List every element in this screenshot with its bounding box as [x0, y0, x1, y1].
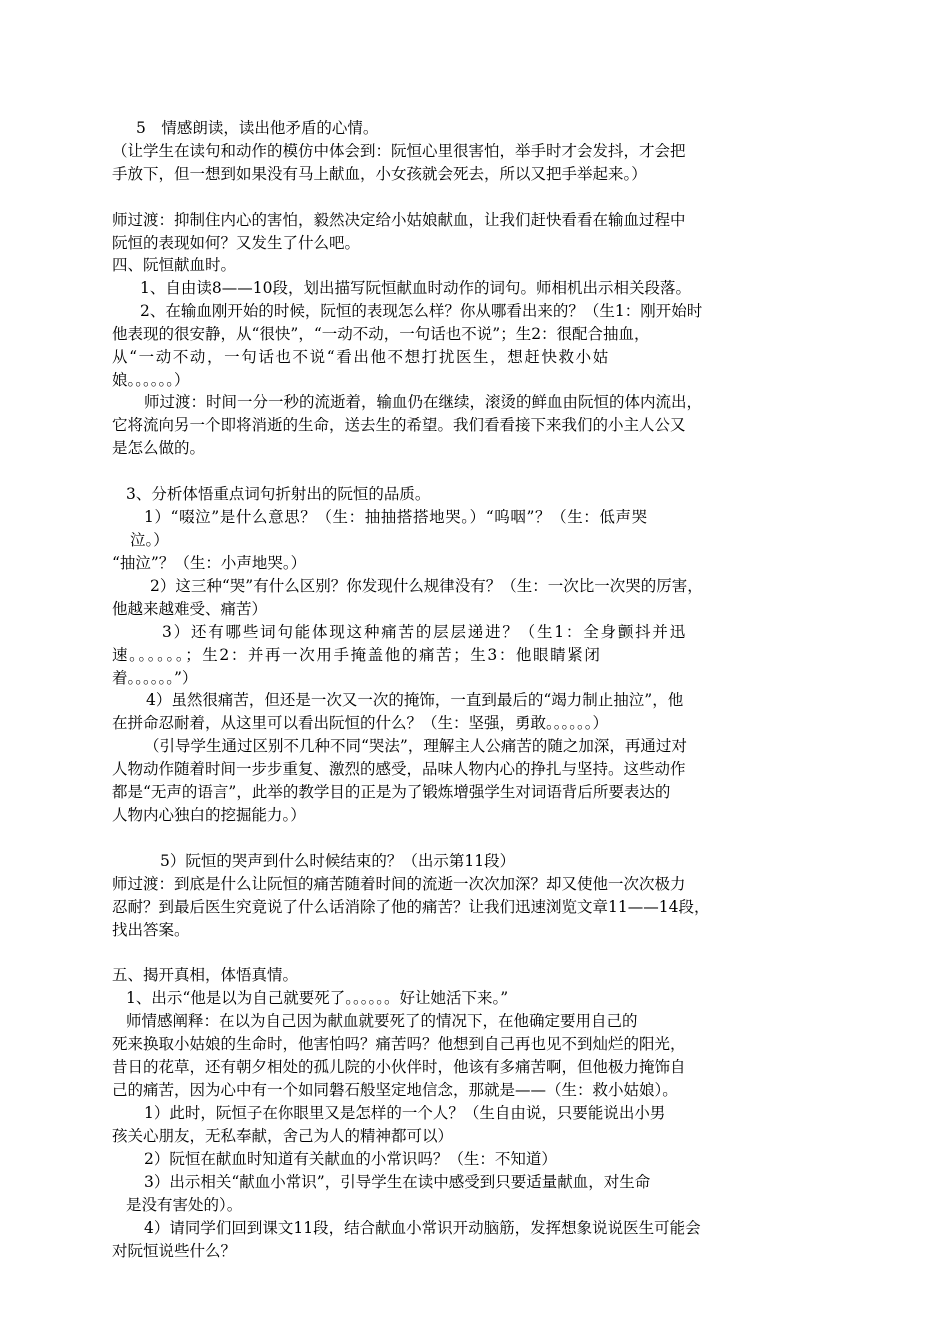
- text-line: 己的痛苦，因为心中有一个如同磐石般坚定地信念，那就是——（生：救小姑娘）。: [112, 1081, 678, 1099]
- text-line: 3）还有哪些词句能体现这种痛苦的层层递进？（生1：全身颤抖并迅: [162, 623, 688, 641]
- text-line: 娘。。。。。。）: [112, 371, 190, 389]
- text-line: 1、出示“他是以为自己就要死了。。。。。。好让她活下来。”: [126, 989, 509, 1007]
- text-line: 泣。）: [130, 531, 169, 549]
- text-line: 它将流向另一个即将消逝的生命，送去生的希望。我们看看接下来我们的小主人公又: [112, 416, 686, 434]
- text-line: （引导学生通过区别不几种不同“哭法”，理解主人公痛苦的随之加深，再通过对: [144, 737, 687, 755]
- text-line: 1）此时，阮恒子在你眼里又是怎样的一个人？（生自由说，只要能说出小男: [144, 1104, 666, 1122]
- text-line: 是没有害处的）。: [126, 1196, 243, 1214]
- text-line: 在拼命忍耐着，从这里可以看出阮恒的什么？（生：坚强，勇敢。。。。。。）: [112, 714, 609, 732]
- text-line: 死来换取小姑娘的生命时，他害怕吗？痛苦吗？他想到自己再也见不到灿烂的阳光，: [112, 1035, 686, 1053]
- text-line: 2、在输血刚开始的时候，阮恒的表现怎么样？你从哪看出来的？（生1：刚开始时: [140, 302, 703, 320]
- text-line: “抽泣”？（生：小声地哭。）: [112, 554, 307, 572]
- section-heading: 五、揭开真相，体悟真情。: [112, 966, 299, 984]
- text-line: 忍耐？到最后医生究竟说了什么话消除了他的痛苦？让我们迅速浏览文章11——14段，: [112, 898, 710, 916]
- text-line: 手放下，但一想到如果没有马上献血，小女孩就会死去，所以又把手举起来。）: [112, 165, 647, 183]
- text-line: 他表现的很安静，从“很快”，“一动不动，一句话也不说”；生2：很配合抽血，: [112, 325, 650, 343]
- text-line: 4）虽然很痛苦，但还是一次又一次的掩饰，一直到最后的“竭力制止抽泣”，他: [146, 691, 684, 709]
- text-line: 他越来越难受、痛苦）: [112, 600, 268, 618]
- text-line: 2）阮恒在献血时知道有关献血的小常识吗？（生：不知道）: [144, 1150, 557, 1168]
- text-line: 从“一动不动，一句话也不说“看出他不想打扰医生，想赶快救小姑: [112, 348, 610, 366]
- text-line: 找出答案。: [112, 921, 190, 939]
- text-line: 师过渡：到底是什么让阮恒的痛苦随着时间的流逝一次次加深？却又使他一次次极力: [112, 875, 686, 893]
- text-line: 阮恒的表现如何？又发生了什么吧。: [112, 234, 361, 252]
- text-line: 人物动作随着时间一步步重复、激烈的感受，品味人物内心的挣扎与坚持。这些动作: [112, 760, 686, 778]
- text-line: 3）出示相关“献血小常识”，引导学生在读中感受到只要适量献血，对生命: [144, 1173, 651, 1191]
- text-line: 人物内心独白的挖掘能力。）: [112, 806, 306, 824]
- text-line: 速。。。。。。；生2：并再一次用手掩盖他的痛苦；生3：他眼睛紧闭: [112, 646, 602, 664]
- text-line: 3、分析体悟重点词句折射出的阮恒的品质。: [126, 485, 431, 503]
- text-line: 师过渡：时间一分一秒的流逝着，输血仍在继续，滚烫的鲜血由阮恒的体内流出，: [144, 393, 703, 411]
- text-line: 着。。。。。。”）: [112, 669, 198, 687]
- text-line: 是怎么做的。: [112, 439, 206, 457]
- text-line: 1）“啜泣”是什么意思？（生：抽抽搭搭地哭。）“呜咽”？（生：低声哭: [144, 508, 648, 526]
- text-line: 都是“无声的语言”，此举的教学目的正是为了锻炼增强学生对词语背后所要表达的: [112, 783, 671, 801]
- text-line: 5）阮恒的哭声到什么时候结束的？（出示第11段）: [160, 852, 516, 870]
- text-line: 1、自由读8——10段，划出描写阮恒献血时动作的词句。师相机出示相关段落。: [140, 279, 691, 297]
- text-line: 4）请同学们回到课文11段，结合献血小常识开动脑筋，发挥想象说说医生可能会: [144, 1219, 701, 1237]
- text-line: 师过渡：抑制住内心的害怕，毅然决定给小姑娘献血，让我们赶快看看在输血过程中: [112, 211, 686, 229]
- section-heading: 四、阮恒献血时。: [112, 256, 237, 274]
- text-line: 5 情感朗读，读出他矛盾的心情。: [136, 119, 379, 137]
- text-line: 对阮恒说些什么？: [112, 1242, 237, 1260]
- text-line: 昔日的花草，还有朝夕相处的孤儿院的小伙伴时，他该有多痛苦啊，但他极力掩饰自: [112, 1058, 686, 1076]
- text-line: 2）这三种“哭”有什么区别？你发现什么规律没有？（生：一次比一次哭的厉害，: [150, 577, 703, 595]
- text-line: 师情感阐释：在以为自己因为献血就要死了的情况下，在他确定要用自己的: [126, 1012, 638, 1030]
- text-line: 孩关心朋友，无私奉献，舍己为人的精神都可以）: [112, 1127, 454, 1145]
- text-line: （让学生在读句和动作的模仿中体会到：阮恒心里很害怕，举手时才会发抖，才会把: [112, 142, 686, 160]
